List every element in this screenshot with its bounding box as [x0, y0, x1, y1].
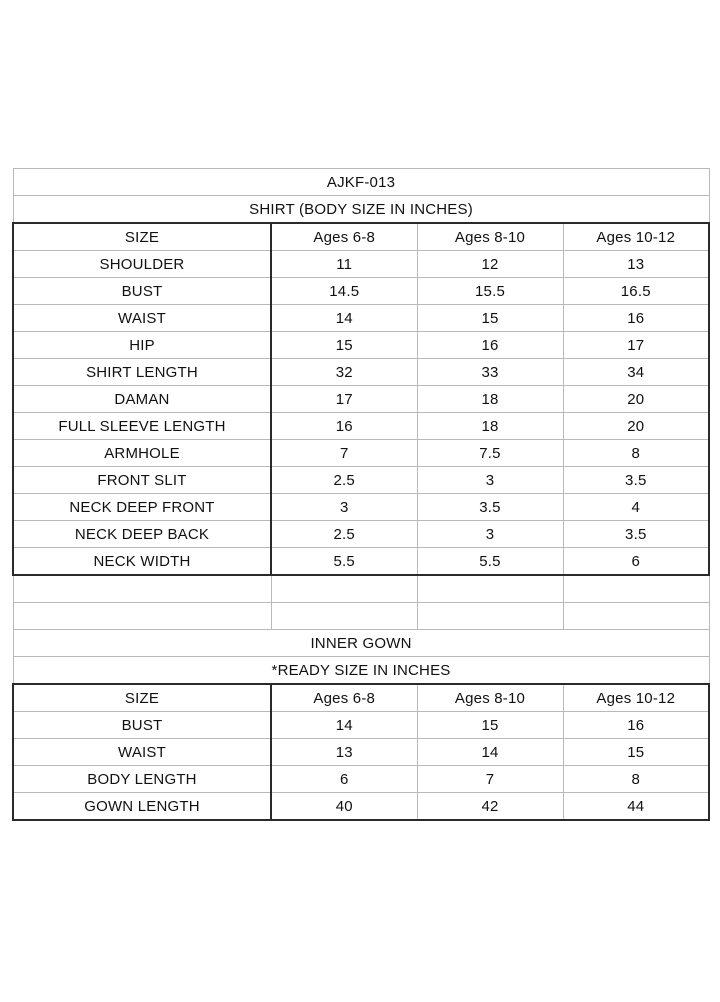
row-value: 8 — [563, 440, 709, 467]
spacer-cell — [271, 603, 417, 630]
spacer-cell — [563, 575, 709, 603]
row-value: 4 — [563, 494, 709, 521]
table-row — [13, 413, 709, 440]
row-value: 40 — [271, 793, 417, 821]
gown-title-row — [13, 630, 709, 657]
row-label: GOWN LENGTH — [13, 793, 271, 821]
shirt-col-ages-6-8: Ages 6-8 — [271, 223, 417, 251]
table-row — [13, 278, 709, 305]
row-value: 14.5 — [271, 278, 417, 305]
row-value: 5.5 — [271, 548, 417, 576]
spacer-cell — [13, 575, 271, 603]
row-value: 33 — [417, 359, 563, 386]
gown-col-size: SIZE — [13, 684, 271, 712]
row-value: 7.5 — [417, 440, 563, 467]
row-label: ARMHOLE — [13, 440, 271, 467]
table-row — [13, 521, 709, 548]
gown-col-ages-8-10: Ages 8-10 — [417, 684, 563, 712]
row-value: 5.5 — [417, 548, 563, 576]
row-value: 7 — [271, 440, 417, 467]
row-value: 3 — [417, 467, 563, 494]
table-row — [13, 712, 709, 739]
row-value: 16 — [563, 712, 709, 739]
row-label: HIP — [13, 332, 271, 359]
row-label: NECK WIDTH — [13, 548, 271, 576]
row-value: 32 — [271, 359, 417, 386]
row-value: 3 — [271, 494, 417, 521]
row-value: 3.5 — [563, 467, 709, 494]
spacer-cell — [563, 603, 709, 630]
gown-section-title: INNER GOWN — [13, 630, 709, 657]
row-value: 17 — [271, 386, 417, 413]
table-row — [13, 739, 709, 766]
row-value: 12 — [417, 251, 563, 278]
row-value: 2.5 — [271, 521, 417, 548]
shirt-col-size: SIZE — [13, 223, 271, 251]
row-value: 15 — [563, 739, 709, 766]
table-row — [13, 359, 709, 386]
table-row — [13, 766, 709, 793]
row-value: 42 — [417, 793, 563, 821]
row-value: 14 — [271, 305, 417, 332]
table-row — [13, 494, 709, 521]
gown-col-ages-10-12: Ages 10-12 — [563, 684, 709, 712]
size-chart-table — [12, 168, 710, 821]
row-value: 14 — [271, 712, 417, 739]
row-value: 6 — [563, 548, 709, 576]
row-label: NECK DEEP FRONT — [13, 494, 271, 521]
row-value: 15 — [417, 305, 563, 332]
row-value: 34 — [563, 359, 709, 386]
document-code-row — [13, 169, 709, 196]
row-value: 18 — [417, 413, 563, 440]
spacer-row — [13, 575, 709, 603]
row-label: SHIRT LENGTH — [13, 359, 271, 386]
row-value: 7 — [417, 766, 563, 793]
row-value: 16 — [563, 305, 709, 332]
row-value: 15 — [417, 712, 563, 739]
spacer-cell — [417, 575, 563, 603]
gown-col-ages-6-8: Ages 6-8 — [271, 684, 417, 712]
row-value: 16.5 — [563, 278, 709, 305]
spacer-row — [13, 603, 709, 630]
row-value: 8 — [563, 766, 709, 793]
row-value: 3 — [417, 521, 563, 548]
table-row — [13, 467, 709, 494]
table-row — [13, 440, 709, 467]
row-label: BUST — [13, 712, 271, 739]
row-value: 16 — [417, 332, 563, 359]
row-label: WAIST — [13, 739, 271, 766]
gown-subtitle-row — [13, 657, 709, 685]
row-value: 3.5 — [417, 494, 563, 521]
row-value: 13 — [271, 739, 417, 766]
row-label: WAIST — [13, 305, 271, 332]
row-value: 6 — [271, 766, 417, 793]
spacer-cell — [271, 575, 417, 603]
table-row — [13, 305, 709, 332]
row-label: BUST — [13, 278, 271, 305]
spacer-cell — [13, 603, 271, 630]
size-chart-sheet — [12, 168, 708, 821]
row-label: DAMAN — [13, 386, 271, 413]
table-row — [13, 332, 709, 359]
row-value: 18 — [417, 386, 563, 413]
shirt-section-title: SHIRT (BODY SIZE IN INCHES) — [13, 196, 709, 224]
shirt-title-row — [13, 196, 709, 224]
row-value: 3.5 — [563, 521, 709, 548]
shirt-col-ages-10-12: Ages 10-12 — [563, 223, 709, 251]
row-value: 2.5 — [271, 467, 417, 494]
row-label: BODY LENGTH — [13, 766, 271, 793]
row-value: 15 — [271, 332, 417, 359]
row-value: 16 — [271, 413, 417, 440]
shirt-header-row — [13, 223, 709, 251]
row-label: FRONT SLIT — [13, 467, 271, 494]
row-value: 44 — [563, 793, 709, 821]
row-value: 13 — [563, 251, 709, 278]
table-row — [13, 386, 709, 413]
spacer-cell — [417, 603, 563, 630]
document-code: AJKF-013 — [13, 169, 709, 196]
row-value: 15.5 — [417, 278, 563, 305]
gown-section-subtitle: *READY SIZE IN INCHES — [13, 657, 709, 685]
table-row — [13, 548, 709, 576]
row-label: NECK DEEP BACK — [13, 521, 271, 548]
table-row — [13, 251, 709, 278]
shirt-col-ages-8-10: Ages 8-10 — [417, 223, 563, 251]
row-label: FULL SLEEVE LENGTH — [13, 413, 271, 440]
gown-header-row — [13, 684, 709, 712]
row-label: SHOULDER — [13, 251, 271, 278]
row-value: 14 — [417, 739, 563, 766]
table-row — [13, 793, 709, 821]
row-value: 20 — [563, 386, 709, 413]
row-value: 11 — [271, 251, 417, 278]
row-value: 17 — [563, 332, 709, 359]
row-value: 20 — [563, 413, 709, 440]
